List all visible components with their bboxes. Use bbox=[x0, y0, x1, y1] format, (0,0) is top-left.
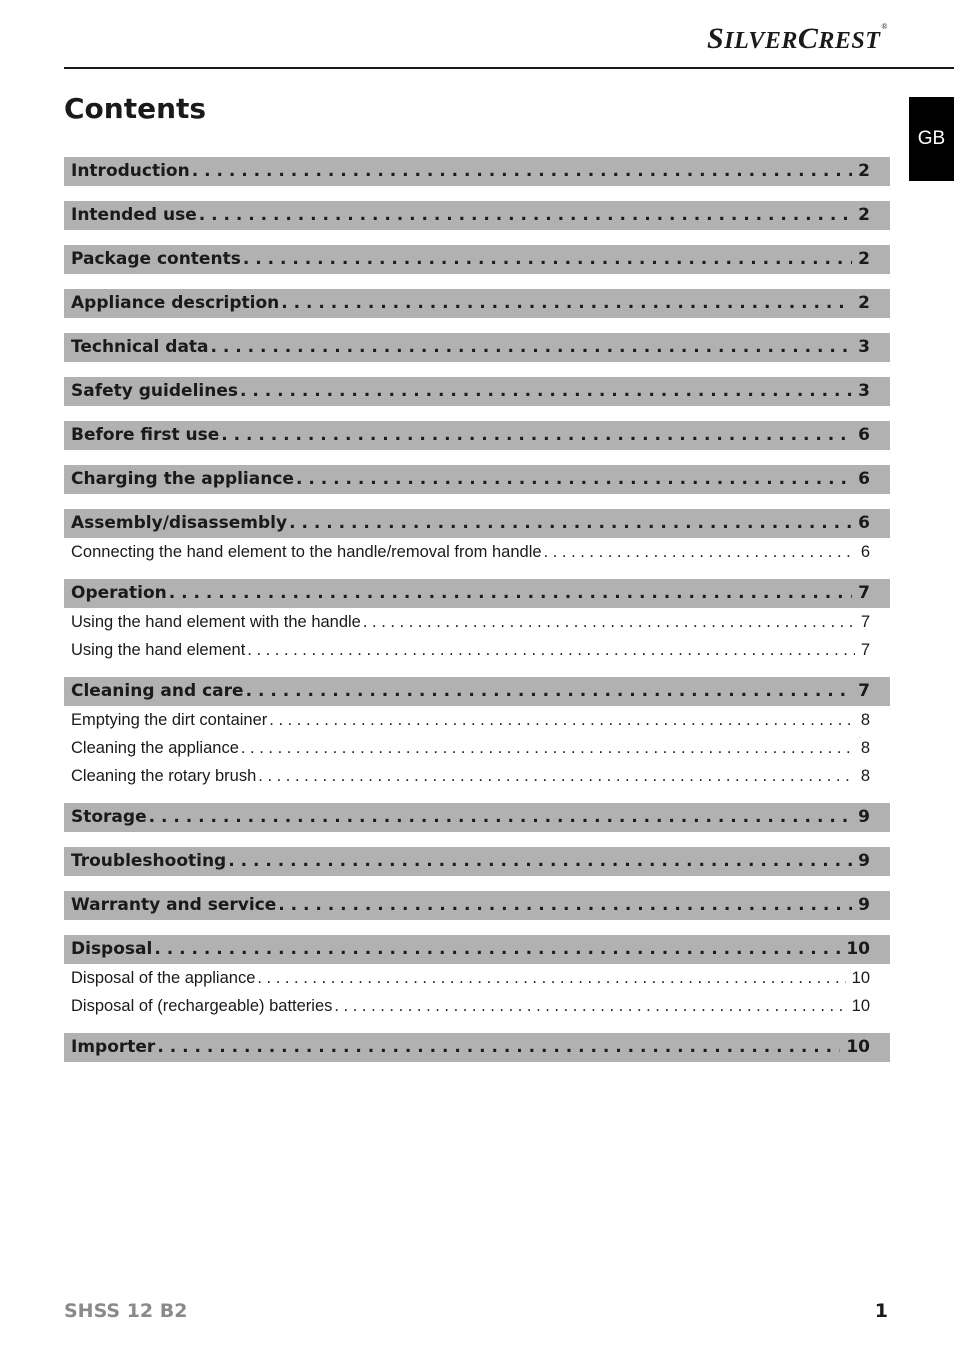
toc-subsection[interactable]: Disposal of (rechargeable) batteries . . . 10 bbox=[64, 992, 890, 1021]
toc-section-troubleshooting[interactable]: Troubleshooting . . . 9 bbox=[64, 847, 890, 876]
brand-letter: C bbox=[797, 22, 819, 55]
leader-dots bbox=[334, 992, 845, 1020]
leader-dots bbox=[289, 509, 852, 538]
toc-section-storage[interactable]: Storage . . . 9 bbox=[64, 803, 890, 832]
toc-section-package-contents[interactable]: Package contents . . . 2 bbox=[64, 245, 890, 274]
toc-subsection[interactable]: Connecting the hand element to the handle/removal from handle . . . 6 bbox=[64, 538, 890, 567]
toc-section-importer[interactable]: Importer . . . 10 bbox=[64, 1033, 890, 1062]
leader-dots bbox=[296, 465, 852, 494]
brand-letters: REST bbox=[818, 28, 881, 54]
table-of-contents bbox=[64, 157, 890, 1077]
model-number: SHSS 12 B2 bbox=[64, 1300, 188, 1322]
leader-dots bbox=[154, 935, 840, 964]
leader-dots bbox=[240, 377, 852, 406]
brand-letter: S bbox=[707, 22, 725, 55]
page-title: Contents bbox=[64, 92, 207, 125]
brand-letters: ILVER bbox=[724, 28, 798, 54]
leader-dots bbox=[169, 579, 852, 608]
leader-dots bbox=[228, 847, 852, 876]
leader-dots bbox=[363, 608, 855, 636]
toc-subsection[interactable]: Using the hand element with the handle . . . 7 bbox=[64, 608, 890, 636]
toc-section-disposal[interactable]: Disposal . . . 10 bbox=[64, 935, 890, 964]
leader-dots bbox=[199, 201, 852, 230]
toc-subsection[interactable]: Emptying the dirt container . . . 8 bbox=[64, 706, 890, 734]
leader-dots bbox=[192, 157, 852, 186]
leader-dots bbox=[257, 964, 845, 992]
leader-dots bbox=[247, 636, 855, 664]
toc-section-operation[interactable]: Operation . . . 7 bbox=[64, 579, 890, 608]
header-rule bbox=[64, 67, 954, 69]
toc-section-intended-use[interactable]: Intended use . . . 2 bbox=[64, 201, 890, 230]
toc-subsection[interactable]: Cleaning the appliance . . . 8 bbox=[64, 734, 890, 762]
page-number: 1 bbox=[874, 1300, 888, 1322]
leader-dots bbox=[258, 762, 855, 790]
leader-dots bbox=[221, 421, 852, 450]
toc-section-charging[interactable]: Charging the appliance . . . 6 bbox=[64, 465, 890, 494]
brand-logo bbox=[707, 22, 888, 56]
toc-section-warranty[interactable]: Warranty and service . . . 9 bbox=[64, 891, 890, 920]
leader-dots bbox=[269, 706, 855, 734]
toc-subsection[interactable]: Disposal of the appliance . . . 10 bbox=[64, 964, 890, 992]
toc-subsection[interactable]: Using the hand element . . . 7 bbox=[64, 636, 890, 665]
toc-section-introduction[interactable]: Introduction . . . 2 bbox=[64, 157, 890, 186]
leader-dots bbox=[246, 677, 853, 706]
leader-dots bbox=[211, 333, 853, 362]
toc-section-safety-guidelines[interactable]: Safety guidelines . . . 3 bbox=[64, 377, 890, 406]
toc-section-cleaning[interactable]: Cleaning and care . . . 7 bbox=[64, 677, 890, 706]
leader-dots bbox=[157, 1033, 840, 1062]
toc-section-before-first-use[interactable]: Before first use . . . 6 bbox=[64, 421, 890, 450]
language-tab: GB bbox=[909, 97, 954, 181]
leader-dots bbox=[544, 538, 855, 566]
leader-dots bbox=[278, 891, 852, 920]
leader-dots bbox=[241, 734, 855, 762]
registered-mark: ® bbox=[881, 22, 888, 31]
toc-subsection[interactable]: Cleaning the rotary brush . . . 8 bbox=[64, 762, 890, 791]
leader-dots bbox=[281, 289, 852, 318]
leader-dots bbox=[243, 245, 852, 274]
toc-section-technical-data[interactable]: Technical data . . . 3 bbox=[64, 333, 890, 362]
leader-dots bbox=[149, 803, 853, 832]
toc-section-assembly[interactable]: Assembly/disassembly . . . 6 bbox=[64, 509, 890, 538]
toc-section-appliance-description[interactable]: Appliance description . . . 2 bbox=[64, 289, 890, 318]
